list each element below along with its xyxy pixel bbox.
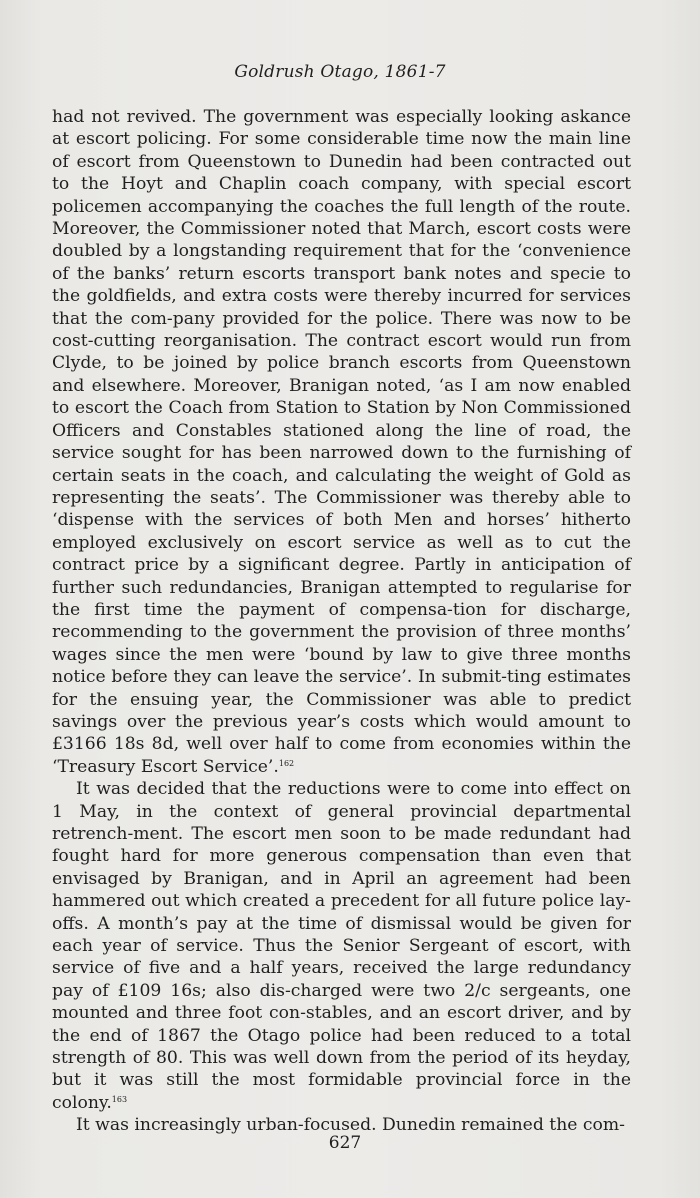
body-text [52, 106, 631, 1137]
paragraph-text: had not revived. The government was especially looking askance at escort policing. For some considerable time now the main line of escort from Queenstown to Dunedin had been contracted out to the Hoyt and Chaplin coach company, with special escort policemen accompanying the coaches the full length of the route. Moreover, the Commissioner noted that March, escort costs were doubled by a longstanding requirement that for the ‘convenience of the banks’ return escorts transport bank notes and specie to the goldfields, and extra costs were thereby incurred for services that the com-pany provided for the police. There was now to be cost-cutting reorganisation. The contract escort would run from Clyde, to be joined by police branch escorts from Queenstown and elsewhere. Moreover, Branigan noted, ‘as I am now enabled to escort the Coach from Station to Station by Non Commissioned Officers and Constables stationed along the line of road, the service sought for has been narrowed down to the furnishing of certain seats in the coach, and calculating the weight of Gold as representing the seats’. The Commissioner was thereby able to ‘dispense with the services of both Men and horses’ hitherto employed exclusively on escort service as well as to cut the contract price by a significant degree. Partly in anticipation of further such redundancies, Branigan attempted to regularise for the first time the payment of compensa-tion for discharge, recommending to the government the provision of three months’ wages since the men were ‘bound by law to give three months notice before they can leave the service’. In submit-ting estimates for the ensuing year, the Commissioner was able to predict savings over the previous year’s costs which would amount to £3166 18s 8d, well over half to come from economies within the ‘Treasury Escort Service’. [52, 107, 631, 777]
paragraph-text: It was increasingly urban-focused. Dunedin remained the com- [76, 1115, 625, 1136]
running-head: Goldrush Otago, 1861-7 [234, 62, 446, 82]
paragraph-text: It was decided that the reductions were to come into effect on 1 May, in the context of general provincial departmental retrench-ment. The escort men soon to be made redundant had fought hard for more generous compensation than even that envisaged by Branigan, and in April an agreement had been hammered out which created a precedent for all future police lay-offs. A month’s pay at the time of dismissal would be given for each year of service. Thus the Senior Sergeant of escort, with service of five and a half years, received the large redundancy pay of £109 16s; also dis-charged were two 2/c sergeants, one mounted and three foot con-stables, and an escort driver, and by the end of 1867 the Otago police had been reduced to a total strength of 80. This was well down from the period of its heyday, but it was still the most formidable provincial force in the colony. [52, 779, 631, 1113]
footnote-ref-163[interactable]: 163 [111, 1094, 128, 1104]
page-number: 627 [328, 1133, 362, 1153]
paragraph-2 [52, 778, 631, 1114]
footnote-ref-162[interactable]: 162 [278, 758, 295, 768]
paragraph-1 [52, 106, 631, 778]
